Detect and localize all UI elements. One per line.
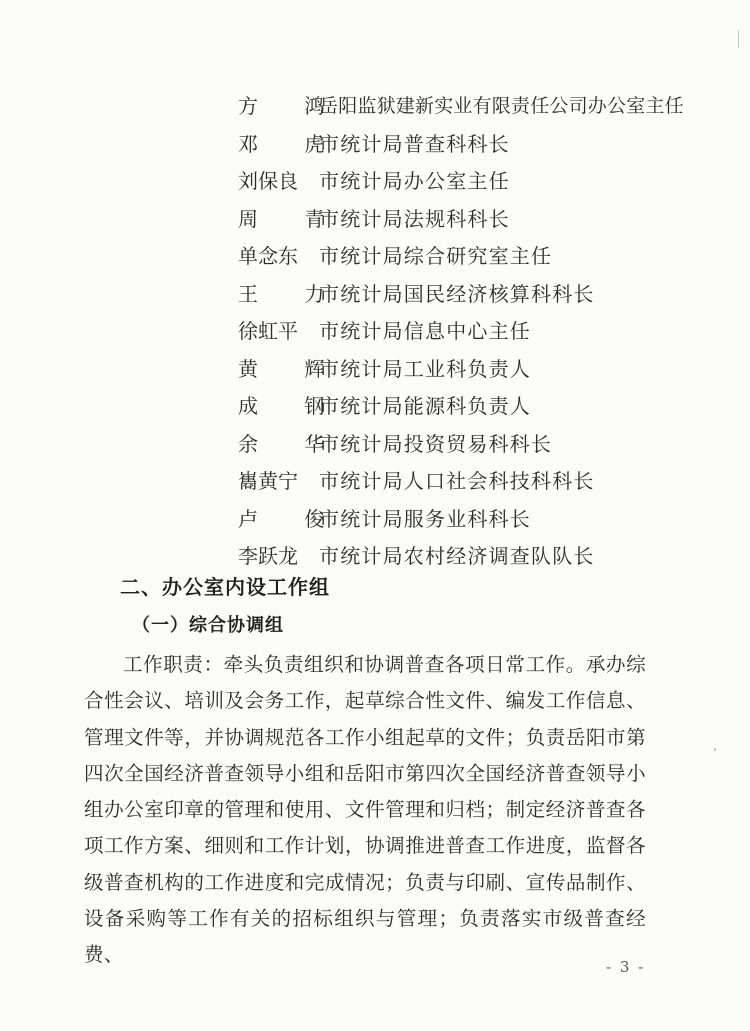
sub-heading: （一）综合协调组 (132, 615, 284, 636)
member-row (0, 126, 750, 164)
member-row (0, 426, 750, 464)
member-name: 方 鸿 (238, 94, 345, 118)
member-title: 市统计局服务业科科长 (319, 506, 531, 531)
member-row (0, 463, 750, 501)
page-number: - 3 - (606, 958, 646, 976)
member-name: 巂黄宁 (238, 469, 298, 493)
member-title: 市统计局人口社会科技科科长 (319, 469, 595, 493)
member-name: 周 青 (238, 206, 345, 231)
member-title: 市统计局国民经济核算科科长 (319, 281, 595, 306)
member-row (0, 313, 750, 351)
member-name: 成 钢 (238, 394, 345, 418)
scan-mark (714, 748, 716, 751)
scan-mark (738, 30, 739, 48)
member-row (0, 538, 750, 576)
member-row (0, 351, 750, 389)
member-row (0, 88, 750, 126)
section-heading: 二、办公室内设工作组 (120, 575, 330, 599)
member-title: 市统计局普查科科长 (319, 131, 510, 156)
member-name: 卢 俊 (238, 506, 345, 531)
member-title: 市统计局综合研究室主任 (319, 244, 553, 268)
member-title: 市统计局农村经济调查队队长 (319, 544, 595, 568)
member-name: 徐虹平 (238, 319, 298, 343)
member-title: 市统计局工业科负责人 (319, 356, 531, 381)
duty-paragraph: 工作职责：牵头负责组织和协调普查各项日常工作。承办综合性会议、培训及会务工作，起草综合性文件、编发工作信息、管理文件等，并协调规范各工作小组起草的文件；负责岳阳市第四次全国经济普查领导小组和岳阳市第四次全国经济普查领导小组办公室印章的管理和使用、文件管理和归档；制定经济普查各项工作方案、细则和工作计划，协调推进普查工作进度，监督各级普查机构的工作进度和完成情况；负责与印刷、宣传品制作、设备采购等工作有关的招标组织与管理；负责落实市级普查经费、 (84, 653, 646, 967)
member-title: 市统计局能源科负责人 (319, 394, 531, 418)
member-title: 市统计局投资贸易科科长 (319, 431, 553, 456)
member-list (0, 88, 750, 576)
member-name: 单念东 (238, 244, 298, 268)
member-row (0, 163, 750, 201)
member-title: 市统计局法规科科长 (319, 206, 510, 231)
member-name: 王 力 (238, 281, 345, 306)
member-title: 市统计局信息中心主任 (319, 319, 531, 343)
member-row (0, 201, 750, 239)
member-name: 李跃龙 (238, 544, 298, 568)
member-title: 岳阳监狱建新实业有限责任公司办公室主任 (319, 95, 684, 117)
member-name: 刘保良 (238, 169, 298, 193)
member-title: 市统计局办公室主任 (319, 169, 510, 193)
member-row (0, 501, 750, 539)
member-name: 邓 虎 (238, 131, 345, 156)
member-row (0, 276, 750, 314)
member-name: 余 华 (238, 431, 345, 456)
member-row (0, 238, 750, 276)
member-name: 黄 辉 (238, 356, 345, 381)
member-row (0, 388, 750, 426)
